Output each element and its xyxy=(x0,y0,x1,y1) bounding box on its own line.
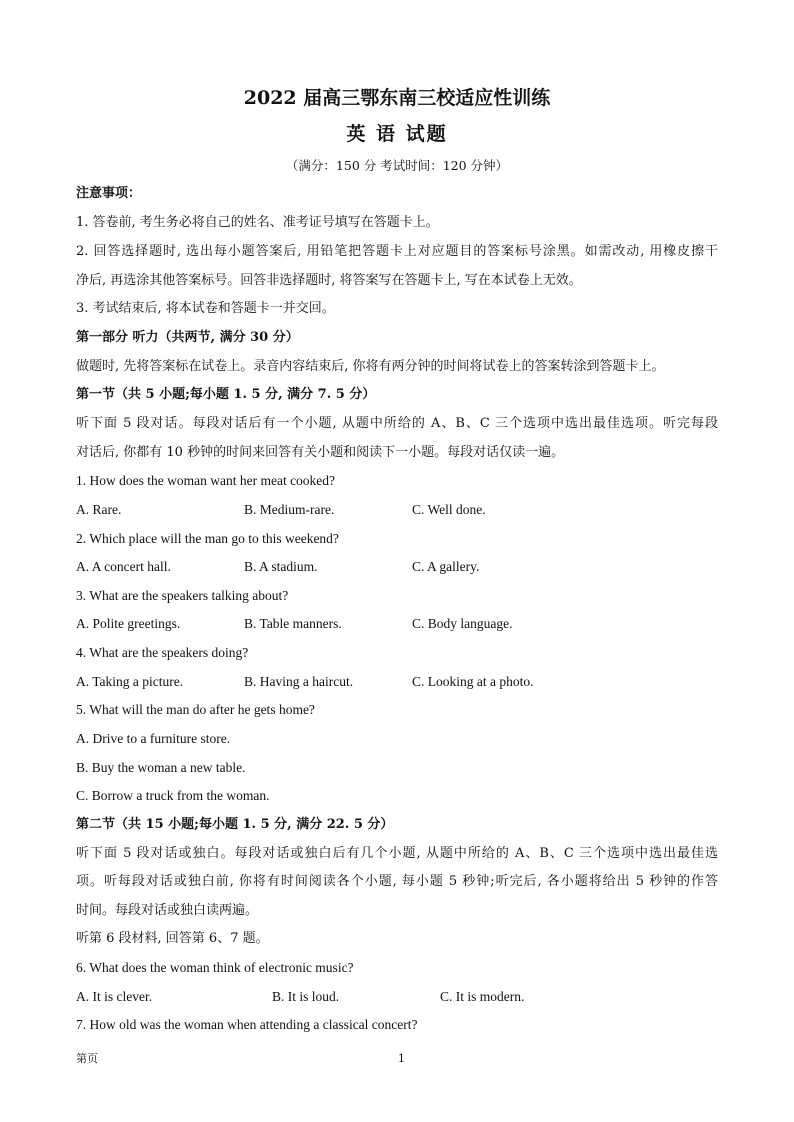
question-stem: 1. How does the woman want her meat cooked? xyxy=(76,473,336,488)
option-a: A. Polite greetings. xyxy=(76,616,181,631)
option-b: B. Buy the woman a new table. xyxy=(76,760,246,775)
notes-heading: 注意事项： xyxy=(76,186,142,201)
option-c: C. Well done. xyxy=(412,502,486,517)
option-c: C. Body language. xyxy=(412,616,513,631)
option-b: B. A stadium. xyxy=(244,559,318,574)
question-stem: 3. What are the speakers talking about? xyxy=(76,588,289,603)
footer-page-label: 第页 xyxy=(76,1052,98,1065)
question-stem: 5. What will the man do after he gets home? xyxy=(76,702,315,717)
question-stem: 4. What are the speakers doing? xyxy=(76,645,249,660)
section2-instruction-line-3: 时间。每段对话或独白读两遍。 xyxy=(76,903,259,918)
option-a: A. It is clever. xyxy=(76,989,153,1004)
footer-page-number: 1 xyxy=(398,1052,405,1065)
option-b: B. Having a haircut. xyxy=(244,674,354,689)
section2-instruction-line-2: 项。听每段对话或独白前, 你将有时间阅读各个小题, 每小题 5 秒钟;听完后, 各小题将给出 5 秒钟的作答 xyxy=(76,874,718,889)
option-a: A. Drive to a furniture store. xyxy=(76,731,231,746)
section2-instruction-line-1: 听下面 5 段对话或独白。每段对话或独白后有几个小题, 从题中所给的 A、B、C 三个选项中选出最佳选 xyxy=(76,846,718,861)
section1-instruction-line-1: 听下面 5 段对话。每段对话后有一个小题, 从题中所给的 A、B、C 三个选项中选出最佳选项。听完每段 xyxy=(76,416,718,431)
option-a: A. Rare. xyxy=(76,502,122,517)
section1-heading: 第一节（共 5 小题;每小题 1. 5 分, 满分 7. 5 分） xyxy=(76,387,376,402)
section1-instruction-line-2: 对话后, 你都有 10 秒钟的时间来回答有关小题和阅读下一小题。每段对话仅读一遍。 xyxy=(76,445,565,460)
part1-heading: 第一部分 听力（共两节, 满分 30 分） xyxy=(76,330,299,345)
question-stem: 7. How old was the woman when attending a classical concert? xyxy=(76,1017,418,1032)
option-c: C. Looking at a photo. xyxy=(412,674,534,689)
option-b: B. It is loud. xyxy=(272,989,340,1004)
option-c: C. Borrow a truck from the woman. xyxy=(76,788,270,803)
option-a: A. Taking a picture. xyxy=(76,674,184,689)
note-item-2-line-2: 净后, 再选涂其他答案标号。回答非选择题时, 将答案写在答题卡上, 写在本试卷上无效。 xyxy=(76,273,582,288)
option-b: B. Medium-rare. xyxy=(244,502,335,517)
part1-instruction: 做题时, 先将答案标在试卷上。录音内容结束后, 你将有两分钟的时间将试卷上的答案转涂到答题卡上。 xyxy=(76,359,665,374)
question-stem: 2. Which place will the man go to this weekend? xyxy=(76,531,339,546)
exam-title: 2022 届高三鄂东南三校适应性训练 xyxy=(243,87,551,109)
exam-info: （满分：150 分 考试时间：120 分钟） xyxy=(285,158,509,173)
option-b: B. Table manners. xyxy=(244,616,342,631)
material-6-heading: 听第 6 段材料, 回答第 6、7 题。 xyxy=(76,931,269,946)
note-item-1: 1. 答卷前, 考生务必将自己的姓名、准考证号填写在答题卡上。 xyxy=(76,215,439,230)
option-c: C. A gallery. xyxy=(412,559,480,574)
note-item-3: 3. 考试结束后, 将本试卷和答题卡一并交回。 xyxy=(76,301,335,316)
section2-heading: 第二节（共 15 小题;每小题 1. 5 分, 满分 22. 5 分） xyxy=(76,817,394,832)
option-c: C. It is modern. xyxy=(440,989,525,1004)
question-stem: 6. What does the woman think of electronic music? xyxy=(76,960,354,975)
note-item-2-line-1: 2. 回答选择题时, 选出每小题答案后, 用铅笔把答题卡上对应题目的答案标号涂黑。如需改动, 用橡皮擦干 xyxy=(76,244,718,259)
option-a: A. A concert hall. xyxy=(76,559,171,574)
subject-title: 英 语 试题 xyxy=(346,123,448,145)
